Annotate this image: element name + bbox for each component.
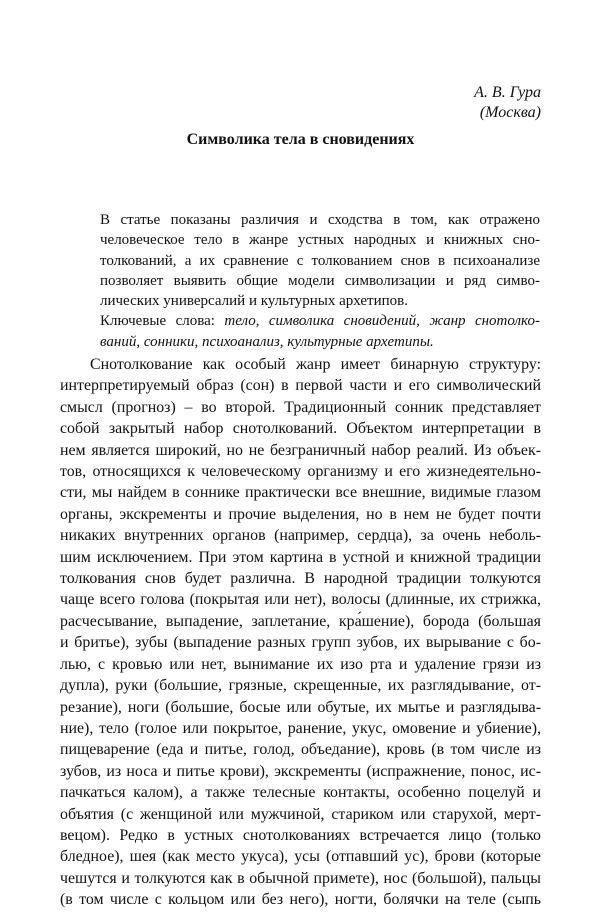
body-line: зубов, из носа и питье крови), экскременты (испражнение, понос, ис-	[60, 762, 541, 780]
body-line: ние), тело (голое или покрытое, ранение, укус, омовение и убиение),	[60, 719, 541, 737]
author-block	[474, 83, 541, 123]
abstract-line: лических универсалий и культурных архетипов.	[100, 293, 408, 310]
abstract	[100, 210, 540, 352]
body-line: интерпретируемый образ (сон) в первой части и его символический	[60, 377, 541, 395]
body-line: и бритье), зубы (выпадение разных групп зубов, их вырывание с бо-	[60, 634, 541, 652]
body-line: органы, экскременты и прочие выделения, но в нем не будет почти	[60, 505, 541, 523]
body-line: лью, с кровью или нет, вынимание их изо рта и удаление грязи из	[60, 655, 541, 673]
abstract-line: толкований, а их сравнение с толкованием снов в психоанализе	[100, 252, 540, 269]
body-line: тов, относящихся к человеческому организму и его жизнедеятельно-	[60, 463, 541, 481]
body-line: дупла), руки (большие, грязные, скрещенные, их разглядывание, от-	[60, 677, 541, 695]
body-line: пачкаться калом), а также телесные контакты, особенно поцелуй и	[60, 784, 541, 802]
body-line: вецом). Редко в устных снотолкованиях встречается лицо (только	[60, 826, 541, 844]
keywords-value: тело, символика сновидений, жанр снотолко-	[224, 313, 540, 330]
keywords-label: Ключевые слова:	[100, 313, 225, 330]
body-line: резание), ноги (большие, босые или обутые, их мытье и разглядыва-	[60, 698, 541, 716]
keywords-line: ваний, сонники, психоанализ, культурные архетипы.	[100, 333, 434, 350]
body-line: собой закрытый набор снотолкований. Объектом интерпретации в	[60, 420, 541, 438]
keywords-line	[100, 311, 540, 331]
body-line: толкования снов будет различна. В народной традиции толкуются	[60, 570, 541, 588]
abstract-line: В статье показаны различия и сходства в том, как отражено	[100, 212, 540, 228]
body-line: пищеварение (еда и питье, голод, объедание), кровь (в том числе из	[60, 741, 541, 759]
body-line: объятия (с женщиной или мужчиной, стариком или старухой, мерт-	[60, 805, 541, 823]
body-line: (в том числе с кольцом или без него), ногти, болячки на теле (сыпь	[60, 891, 541, 909]
body-line: Снотолкование как особый жанр имеет бинарную структуру:	[90, 356, 541, 373]
article-title: Символика тела в сновидениях	[186, 131, 415, 148]
body-line: бледное), шея (как место укуса), усы (отпавший ус), брови (которые	[60, 848, 541, 866]
body-line: смысл (прогноз) – во второй. Традиционный сонник представляет	[60, 398, 541, 416]
body-line: шим исключением. При этом картина в устной и книжной традиции	[60, 548, 541, 566]
body-line: никаких внутренних органов (например, сердца), за очень неболь-	[60, 527, 541, 545]
body-line: сти, мы найдем в соннике практически все внешние, видимые глазом	[60, 484, 541, 502]
body-text	[60, 354, 541, 911]
body-line: чешутся и толкуются как в обычной примете), нос (большой), пальцы	[60, 869, 541, 887]
author-name: А. В. Гура	[474, 84, 541, 101]
body-line: расчесывание, выпадение, заплетание, кра́шение), борода (большая	[60, 612, 541, 630]
abstract-line: позволяет выявить общие модели символизации и ряд симво-	[100, 272, 540, 289]
body-line: чаще всего голова (покрытая или нет), волосы (длинные, их стрижка,	[60, 591, 541, 609]
body-line: нем является широкий, но не безграничный набор реалий. Из объек-	[60, 441, 541, 459]
author-affiliation: (Москва)	[479, 104, 541, 121]
abstract-line: человеческое тело в жанре устных народных и книжных сно-	[100, 232, 540, 249]
